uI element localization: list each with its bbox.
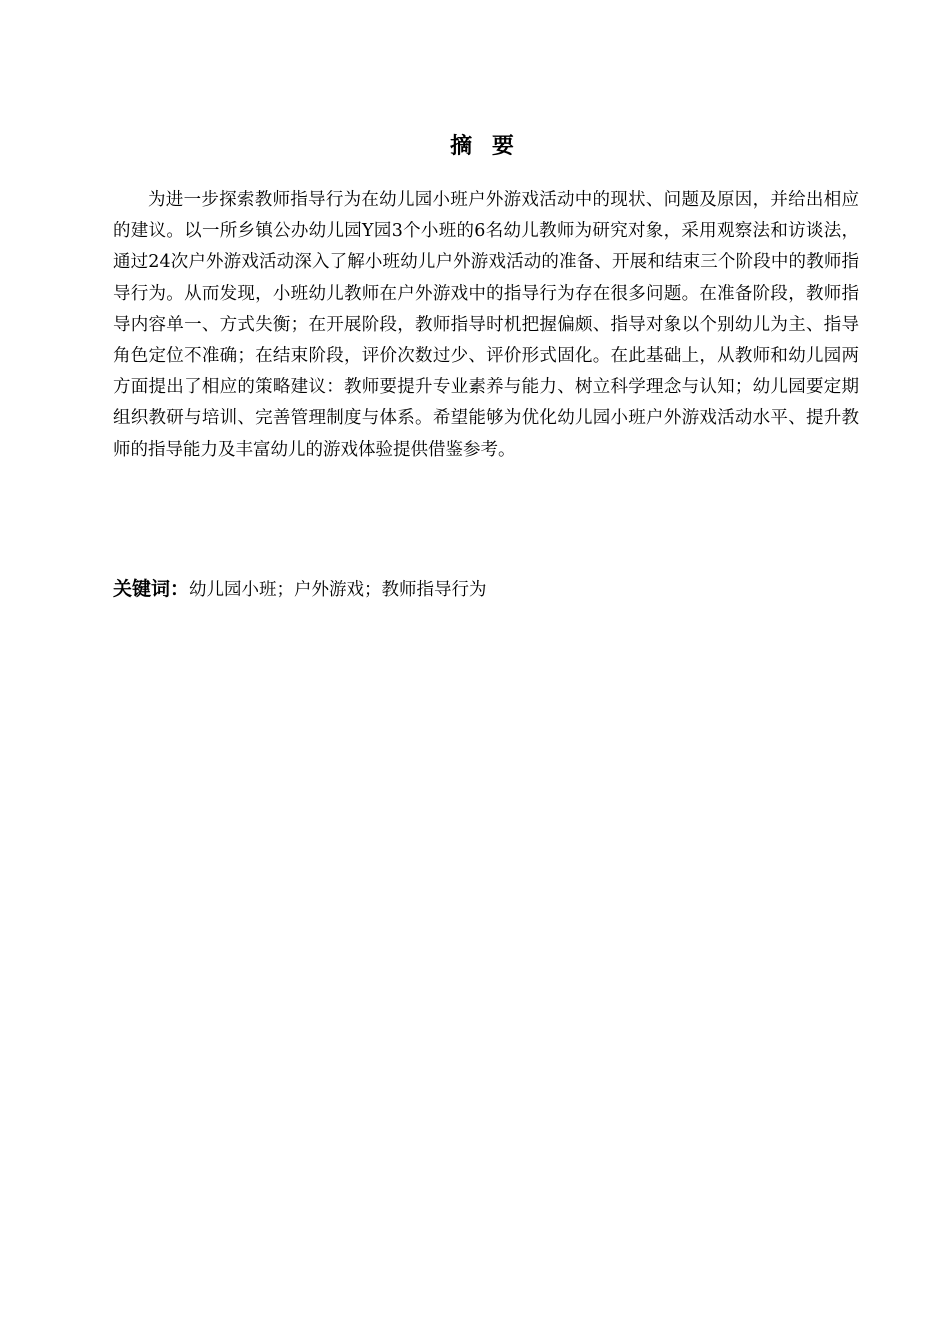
keywords-label: 关键词： [113, 578, 190, 600]
keywords-value: 幼儿园小班；户外游戏；教师指导行为 [189, 580, 487, 600]
abstract-title: 摘 要 [450, 134, 520, 159]
keywords-line [113, 574, 859, 605]
abstract-section [113, 185, 859, 466]
abstract-paragraph: 为进一步探索教师指导行为在幼儿园小班户外游戏活动中的现状、问题及原因，并给出相应的建议。以一所乡镇公办幼儿园Y园3个小班的6名幼儿教师为研究对象，采用观察法和访谈法，通过24次户外游戏活动深入了解小班幼儿户外游戏活动的准备、开展和结束三个阶段中的教师指导行为。从而发现，小班幼儿教师在户外游戏中的指导行为存在很多问题。在准备阶段，教师指导内容单一、方式失衡；在开展阶段，教师指导时机把握偏颇、指导对象以个别幼儿为主、指导角色定位不准确；在结束阶段，评价次数过少、评价形式固化。在此基础上，从教师和幼儿园两方面提出了相应的策略建议：教师要提升专业素养与能力、树立科学理念与认知；幼儿园要定期组织教研与培训、完善管理制度与体系。希望能够为优化幼儿园小班户外游戏活动水平、提升教师的指导能力及丰富幼儿的游戏体验提供借鉴参考。 [113, 190, 859, 460]
